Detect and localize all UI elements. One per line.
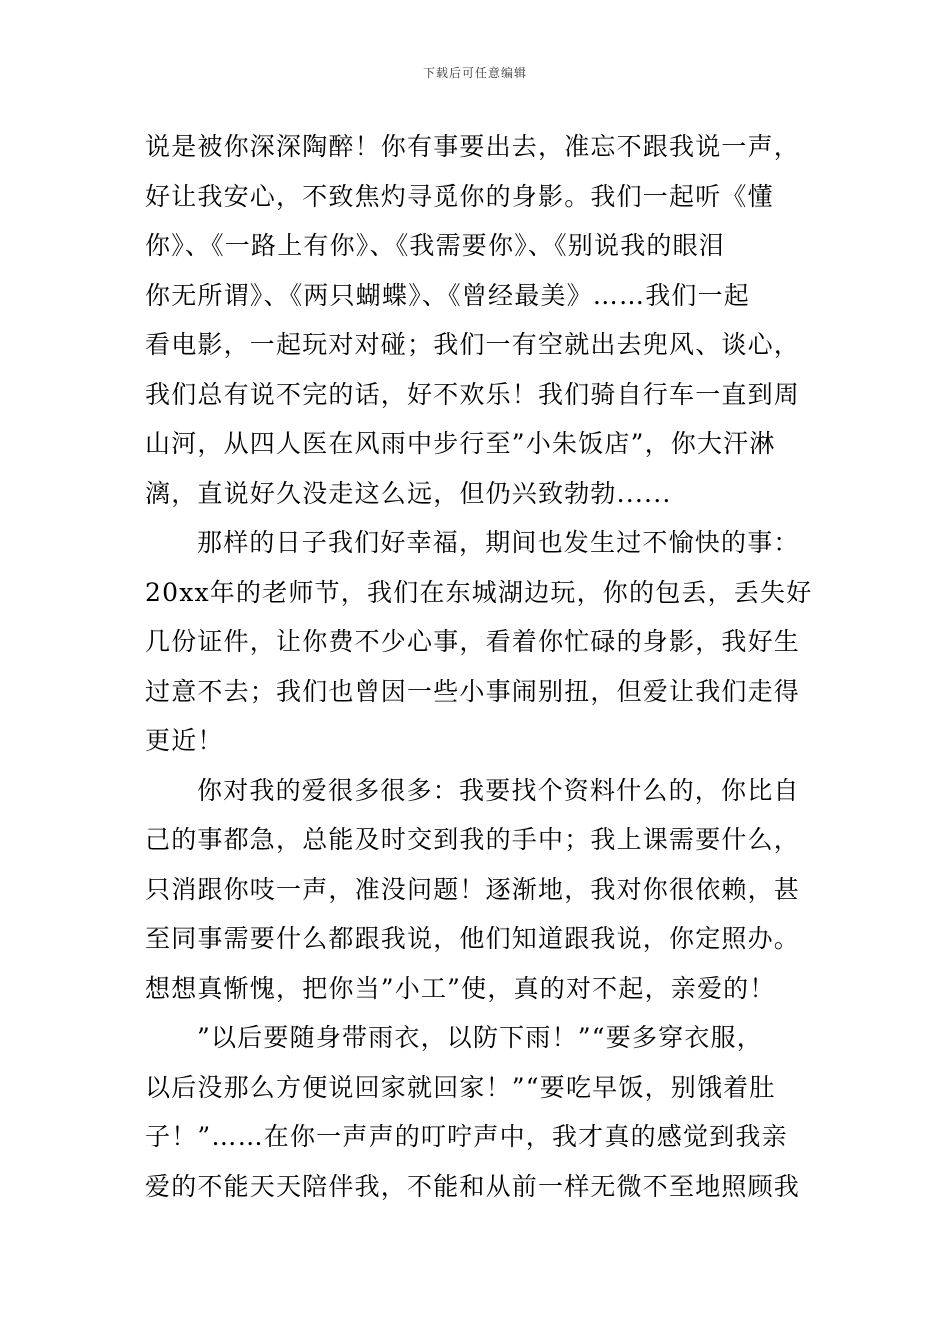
- paragraph-start-line: 你对我的爱很多很多：我要找个资料什么的，你比自: [197, 775, 800, 805]
- text-line: 己的事都急，总能及时交到我的手中；我上课需要什么，: [145, 825, 801, 854]
- text-line: 过意不去；我们也曾因一些小事闹别扭，但爱让我们走得: [145, 676, 801, 706]
- text-line: 想想真惭愧，把你当”小工”使，真的对不起，亲爱的！: [145, 973, 776, 1003]
- paragraph-start-line: 那样的日子我们好幸福，期间也发生过不愉快的事：: [197, 528, 800, 557]
- text-line: 你无所谓》、《两只蝴蝶》、《曾经最美》……我们一起: [145, 280, 751, 310]
- text-line: 20xx年的老师节，我们在东城湖边玩，你的包丢，丢失好: [145, 577, 813, 607]
- text-line: 至同事需要什么都跟我说，他们知道跟我说，你定照办。: [145, 924, 801, 953]
- text-line: 山河，从四人医在风雨中步行至”小朱饭店”，你大汗淋: [145, 429, 776, 458]
- text-line: 我们总有说不完的话，好不欢乐！我们骑自行车一直到周: [145, 379, 801, 409]
- text-line: 你》、《一路上有你》、《我需要你》、《别说我的眼泪: [145, 231, 726, 260]
- text-line: 说是被你深深陶醉！你有事要出去，准忘不跟我说一声，: [145, 132, 801, 161]
- text-line: 好让我安心，不致焦灼寻觅你的身影。我们一起听《懂: [145, 181, 774, 211]
- text-line: 子！”……在你一声声的叮咛声中，我才真的感觉到我亲: [145, 1122, 788, 1151]
- text-line: 以后没那么方便说回家就回家！”“要吃早饭，别饿着肚: [145, 1072, 776, 1102]
- body-text: [145, 122, 813, 1211]
- text-line: 只消跟你吱一声，准没问题！逐渐地，我对你很依赖，甚: [145, 874, 801, 904]
- text-line: 漓，直说好久没走这么远，但仍兴致勃勃......: [145, 478, 672, 508]
- page-header: 下载后可任意编辑: [422, 66, 527, 80]
- text-line: 几份证件，让你费不少心事，看着你忙碌的身影，我好生: [145, 627, 801, 656]
- text-line: 爱的不能天天陪伴我，不能和从前一样无微不至地照顾我: [145, 1171, 801, 1201]
- text-line: 更近！: [145, 726, 224, 755]
- text-line: 看电影，一起玩对对碰；我们一有空就出去兜风、谈心，: [145, 330, 801, 359]
- paragraph-start-line: ”以后要随身带雨衣，以防下雨！”“要多穿衣服，: [197, 1023, 763, 1052]
